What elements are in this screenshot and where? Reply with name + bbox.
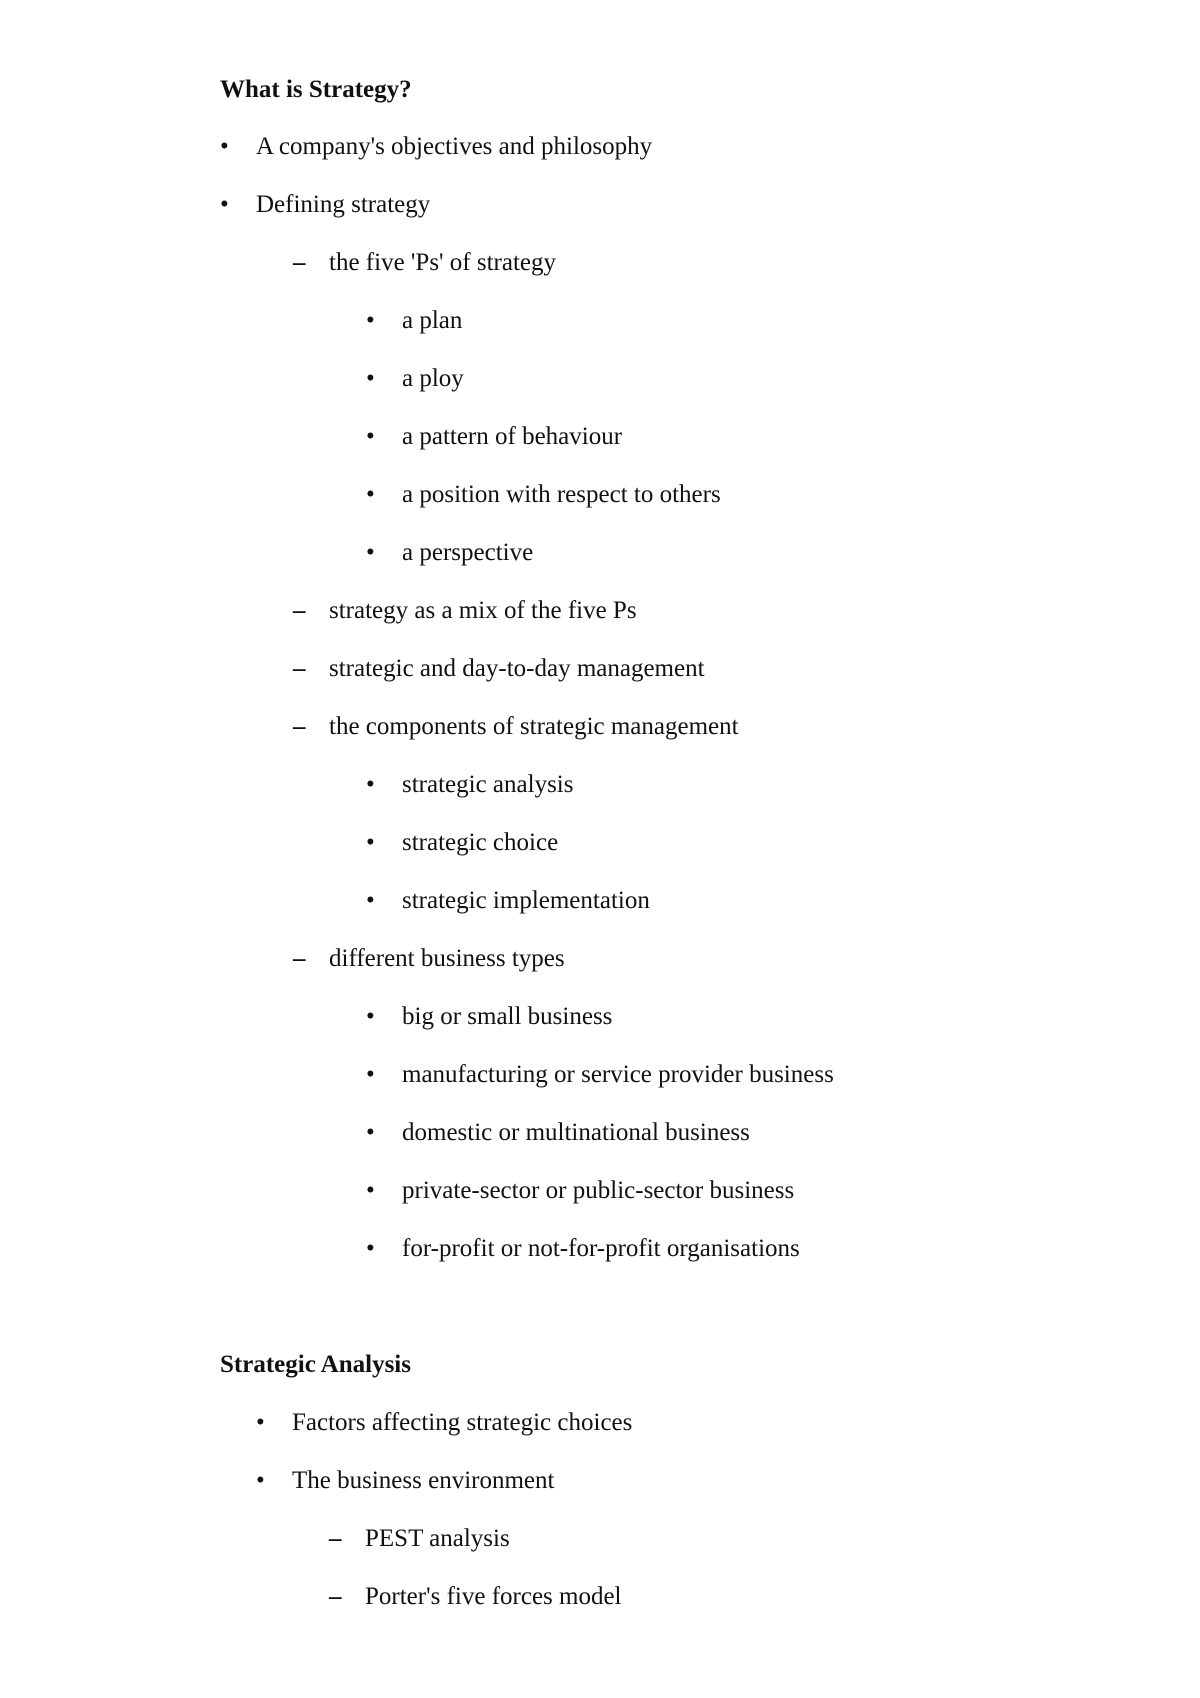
bullet-marker: • <box>366 1235 375 1262</box>
bullet-marker: • <box>366 539 375 566</box>
list-item-text: big or small business <box>402 1003 613 1030</box>
bullet-marker: • <box>366 307 375 334</box>
bullet-marker: • <box>366 1061 375 1088</box>
bullet-marker: • <box>220 133 229 160</box>
list-item-text: Factors affecting strategic choices <box>292 1409 633 1436</box>
list-item-text: Porter's five forces model <box>365 1583 622 1610</box>
bullet-marker: • <box>366 887 375 914</box>
bullet-marker: • <box>366 481 375 508</box>
list-item-text: strategy as a mix of the five Ps <box>329 597 637 624</box>
list-item-text: strategic implementation <box>402 887 650 914</box>
dash-marker: – <box>329 1525 342 1552</box>
list-item-text: a position with respect to others <box>402 481 721 508</box>
dash-marker: – <box>293 597 306 624</box>
bullet-marker: • <box>256 1467 265 1494</box>
dash-marker: – <box>293 655 306 682</box>
list-item-text: private-sector or public-sector business <box>402 1177 795 1204</box>
list-item-text: a ploy <box>402 365 464 392</box>
list-item-text: different business types <box>329 945 565 972</box>
list-item-text: Defining strategy <box>256 191 431 218</box>
bullet-marker: • <box>366 1003 375 1030</box>
list-item-text: The business environment <box>292 1467 555 1494</box>
list-item-text: a plan <box>402 307 463 334</box>
bullet-marker: • <box>366 365 375 392</box>
bullet-marker: • <box>220 191 229 218</box>
heading-strategic-analysis: Strategic Analysis <box>220 1351 411 1378</box>
bullet-marker: • <box>366 1177 375 1204</box>
list-item-text: strategic choice <box>402 829 559 856</box>
dash-marker: – <box>329 1583 342 1610</box>
bullet-marker: • <box>366 423 375 450</box>
list-item-text: the components of strategic management <box>329 713 739 740</box>
list-item-text: domestic or multinational business <box>402 1119 750 1146</box>
bullet-marker: • <box>366 771 375 798</box>
list-item-text: strategic analysis <box>402 771 574 798</box>
list-item-text: manufacturing or service provider business <box>402 1061 834 1088</box>
list-item-text: the five 'Ps' of strategy <box>329 249 557 276</box>
bullet-marker: • <box>366 829 375 856</box>
list-item-text: a perspective <box>402 539 534 566</box>
bullet-marker: • <box>256 1409 265 1436</box>
list-item-text: strategic and day-to-day management <box>329 655 705 682</box>
list-item-text: for-profit or not-for-profit organisations <box>402 1235 800 1262</box>
list-item-text: A company's objectives and philosophy <box>256 133 653 160</box>
heading-what-is-strategy: What is Strategy? <box>220 76 412 103</box>
dash-marker: – <box>293 713 306 740</box>
dash-marker: – <box>293 249 306 276</box>
list-item-text: PEST analysis <box>365 1525 510 1552</box>
dash-marker: – <box>293 945 306 972</box>
bullet-marker: • <box>366 1119 375 1146</box>
list-item-text: a pattern of behaviour <box>402 423 623 450</box>
